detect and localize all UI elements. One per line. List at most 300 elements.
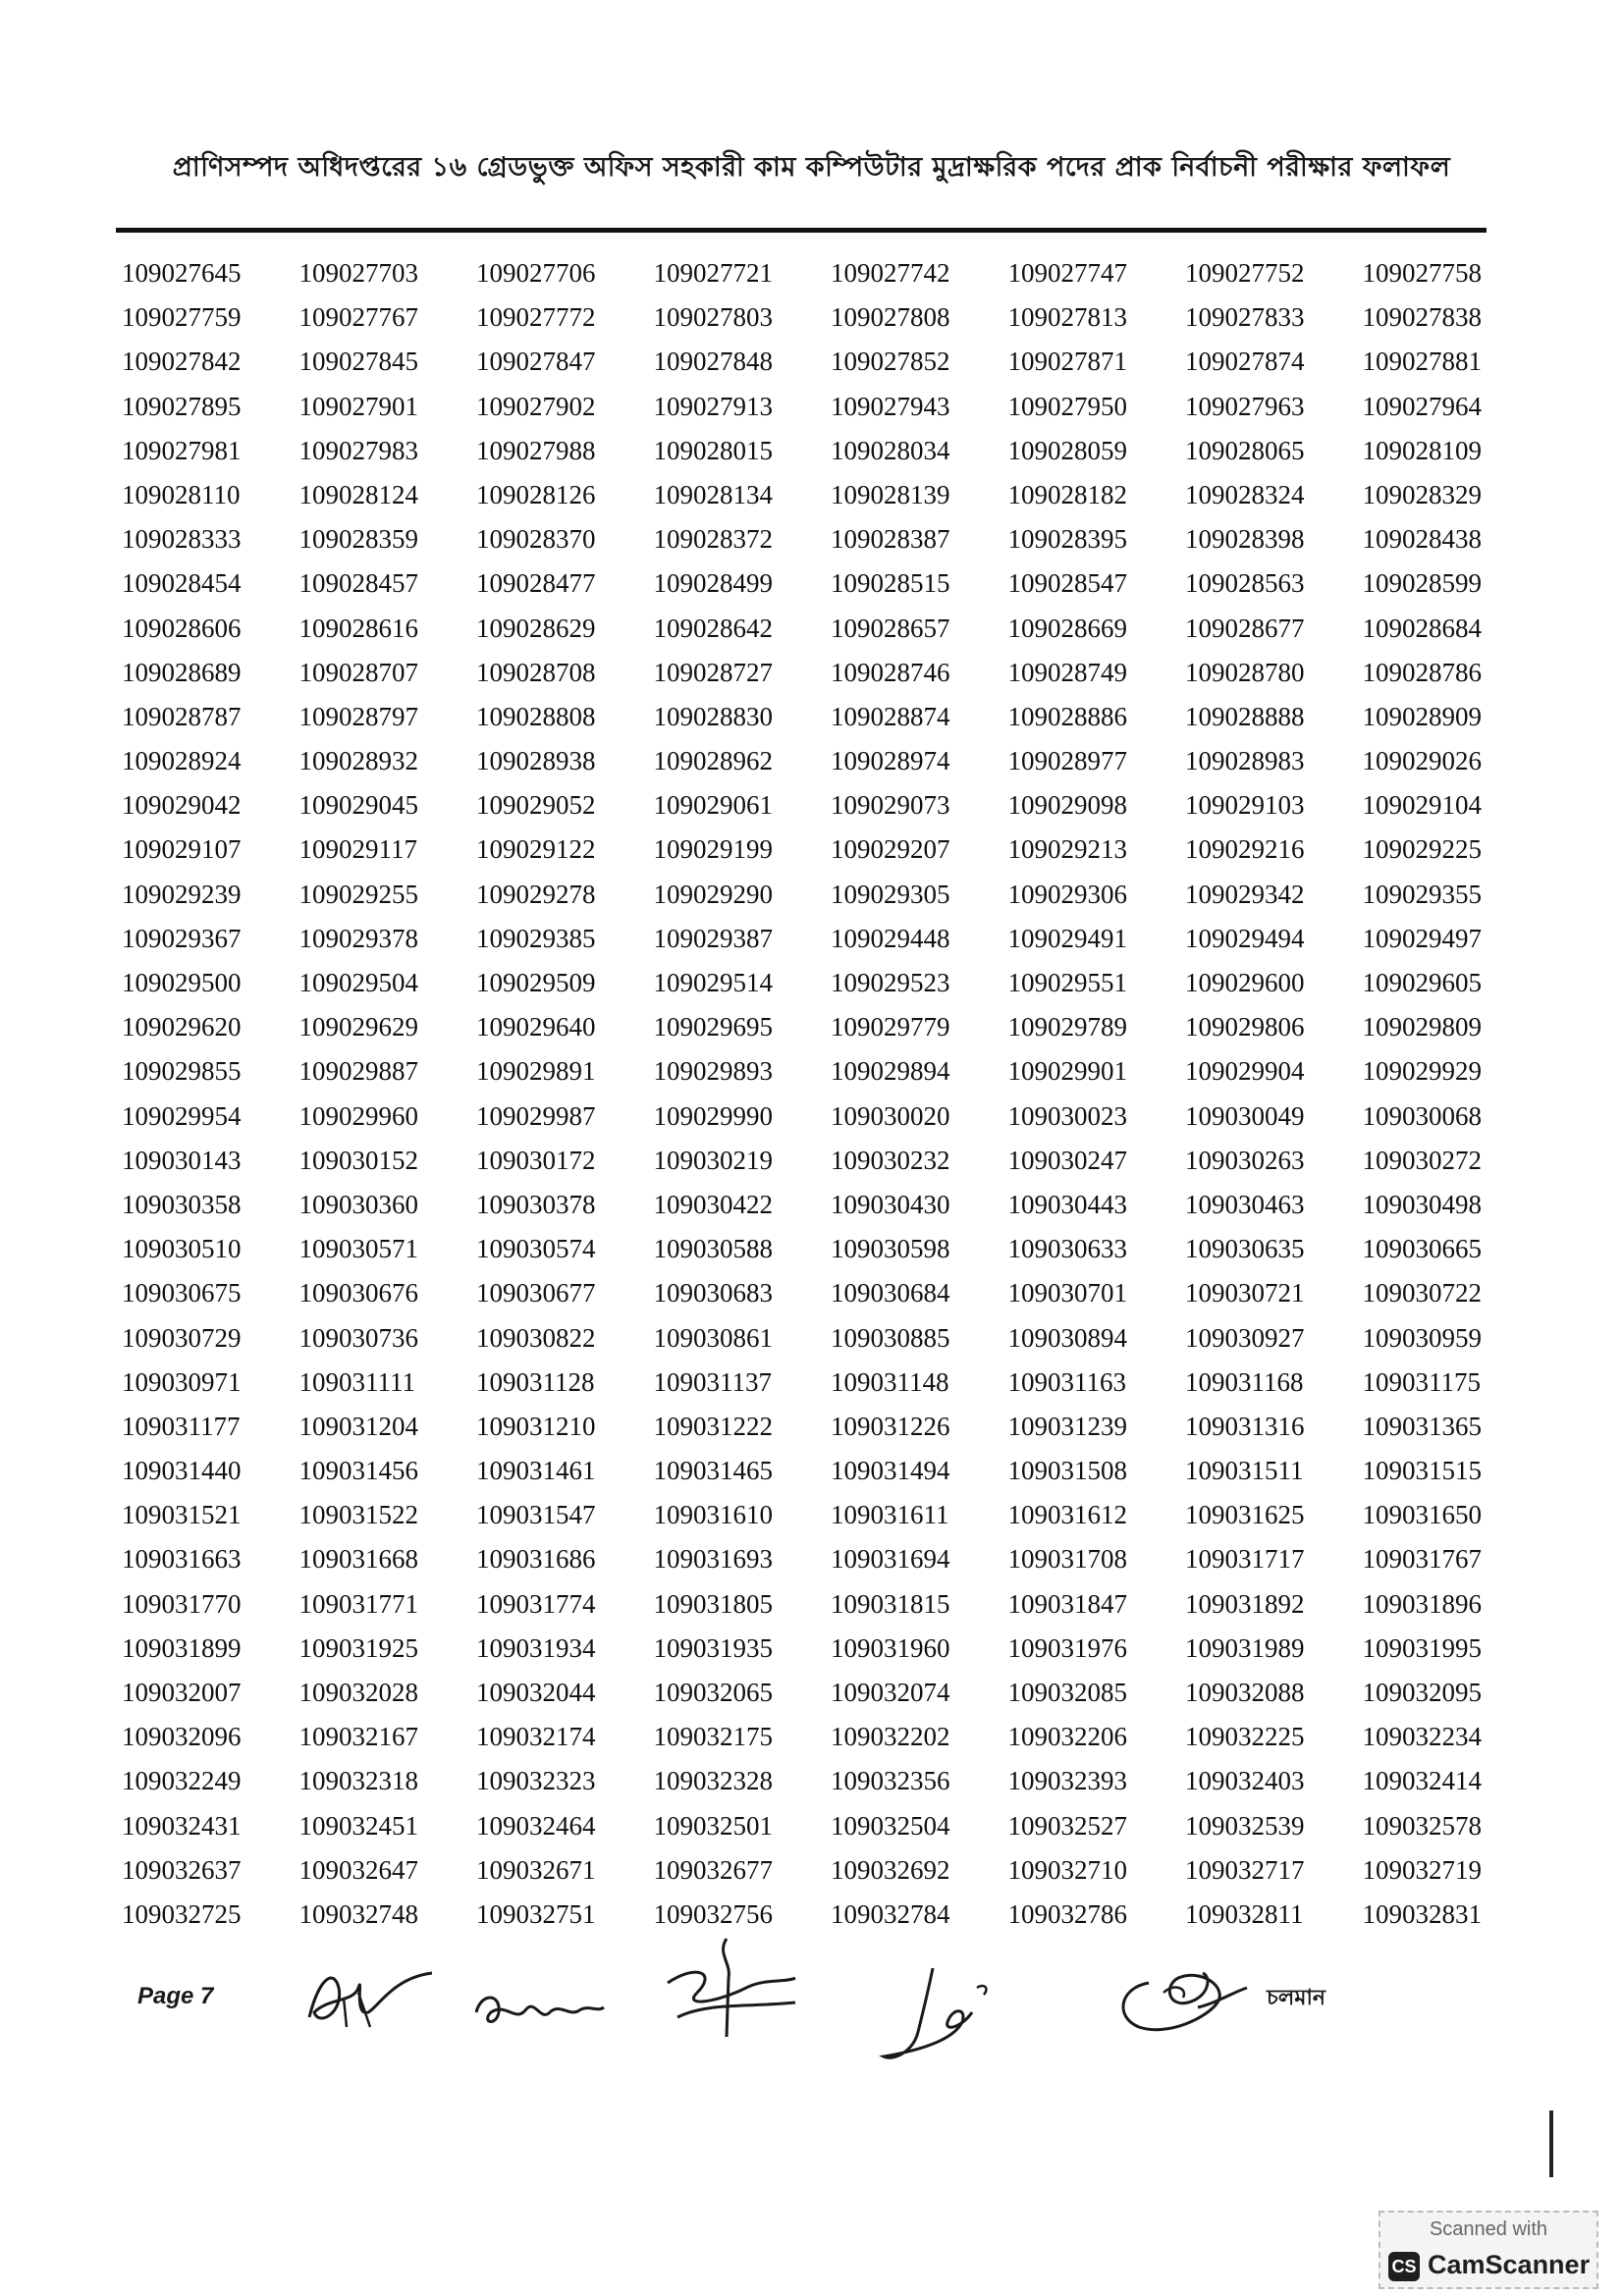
roll-number-cell: 109029073 xyxy=(831,790,950,821)
roll-number-cell: 109030729 xyxy=(122,1322,242,1353)
roll-number-cell: 109030574 xyxy=(476,1234,596,1264)
roll-number-cell: 109030020 xyxy=(831,1100,950,1131)
roll-number-cell: 109028974 xyxy=(831,746,950,776)
roll-number-cell: 109031204 xyxy=(298,1411,418,1441)
roll-number-cell: 109030430 xyxy=(831,1189,950,1219)
roll-number-cell: 109027902 xyxy=(476,391,596,421)
roll-number-cell: 109029367 xyxy=(122,923,242,953)
roll-number-cell: 109027703 xyxy=(298,258,418,288)
roll-number-cell: 109029605 xyxy=(1362,968,1482,997)
roll-number-cell: 109032751 xyxy=(476,1898,596,1929)
roll-number-cell: 109028677 xyxy=(1185,613,1305,643)
roll-number-cell: 109030683 xyxy=(653,1278,773,1308)
roll-number-cell: 109028477 xyxy=(476,568,596,599)
roll-number-cell: 109031767 xyxy=(1362,1544,1482,1575)
roll-number-cell: 109029103 xyxy=(1185,790,1305,821)
roll-number-cell: 109028395 xyxy=(1007,524,1127,555)
roll-number-cell: 109032167 xyxy=(298,1722,418,1752)
roll-number-cell: 109032065 xyxy=(653,1678,773,1707)
roll-number-cell: 109031222 xyxy=(653,1411,773,1441)
roll-number-cell: 109030510 xyxy=(122,1234,242,1264)
roll-number-cell: 109031465 xyxy=(653,1456,773,1486)
roll-number-cell: 109030894 xyxy=(1007,1322,1127,1353)
roll-number-cell: 109028830 xyxy=(653,701,773,731)
roll-number-cell: 109031511 xyxy=(1185,1456,1304,1486)
roll-number-cell: 109031995 xyxy=(1362,1632,1482,1663)
roll-number-cell: 109029042 xyxy=(122,790,242,821)
roll-number-cell: 109028707 xyxy=(298,657,418,687)
roll-number-cell: 109032318 xyxy=(298,1766,418,1796)
roll-number-cell: 109029990 xyxy=(653,1100,773,1131)
roll-number-cell: 109029216 xyxy=(1185,834,1305,865)
document-title: প্রাণিসম্পদ অধিদপ্তরের ১৬ গ্রেডভুক্ত অফিস সহকারী কাম কম্পিউটার মুদ্রাক্ষরিক পদের প্রাক নির্বাচনী পরীক্ষার ফলাফল xyxy=(172,152,1451,183)
roll-number-cell: 109031547 xyxy=(476,1500,596,1530)
roll-number-cell: 109032725 xyxy=(122,1898,242,1929)
roll-number-cell: 109030023 xyxy=(1007,1100,1127,1131)
roll-number-cell: 109030143 xyxy=(122,1145,242,1175)
roll-number-cell: 109029117 xyxy=(298,834,417,865)
roll-number-cell: 109027963 xyxy=(1185,391,1305,421)
roll-number-cell: 109028708 xyxy=(476,657,596,687)
signature-4 xyxy=(874,1953,1011,2071)
roll-number-cell: 109029893 xyxy=(653,1056,773,1087)
roll-number-cell: 109032225 xyxy=(1185,1722,1305,1752)
roll-number-cell: 109031686 xyxy=(476,1544,596,1575)
roll-number-cell: 109028182 xyxy=(1007,479,1127,509)
roll-number-cell: 109030677 xyxy=(476,1278,596,1308)
signature-3 xyxy=(658,1934,805,2042)
roll-number-cell: 109032095 xyxy=(1362,1678,1482,1707)
roll-number-cell: 109030665 xyxy=(1362,1234,1482,1264)
roll-number-cell: 109027808 xyxy=(831,302,950,333)
roll-number-cell: 109032637 xyxy=(122,1854,242,1885)
roll-number-cell: 109029104 xyxy=(1362,790,1482,821)
roll-number-cell: 109030571 xyxy=(298,1234,418,1264)
roll-number-cell: 109032414 xyxy=(1362,1766,1482,1796)
roll-number-cell: 109027833 xyxy=(1185,302,1305,333)
roll-number-cell: 109029026 xyxy=(1362,746,1482,776)
roll-number-cell: 109029387 xyxy=(653,923,773,953)
roll-number-cell: 109029600 xyxy=(1185,968,1305,997)
roll-number-cell: 109032234 xyxy=(1362,1722,1482,1752)
roll-number-cell: 109031175 xyxy=(1362,1366,1481,1397)
roll-number-cell: 109032174 xyxy=(476,1722,596,1752)
roll-number-cell: 109032403 xyxy=(1185,1766,1305,1796)
roll-number-cell: 109028657 xyxy=(831,613,950,643)
roll-number-cell: 109027964 xyxy=(1362,391,1482,421)
roll-number-cell: 109029500 xyxy=(122,968,242,997)
roll-number-cell: 109029061 xyxy=(653,790,773,821)
roll-number-cell: 109031461 xyxy=(476,1456,596,1486)
roll-number-cell: 109029239 xyxy=(122,879,242,909)
roll-number-cell: 109031625 xyxy=(1185,1500,1305,1530)
roll-number-cell: 109028110 xyxy=(122,479,241,509)
roll-number-cell: 109029514 xyxy=(653,968,773,997)
roll-number-cell: 109031815 xyxy=(831,1588,950,1619)
roll-number-cell: 109028629 xyxy=(476,613,596,643)
roll-number-cell: 109032088 xyxy=(1185,1678,1305,1707)
roll-number-cell: 109030247 xyxy=(1007,1145,1127,1175)
roll-number-cell: 109032323 xyxy=(476,1766,596,1796)
roll-number-cell: 109032647 xyxy=(298,1854,418,1885)
roll-number-cell: 109028669 xyxy=(1007,613,1127,643)
roll-number-cell: 109029355 xyxy=(1362,879,1482,909)
roll-number-cell: 109029901 xyxy=(1007,1056,1127,1087)
roll-number-cell: 109031663 xyxy=(122,1544,242,1575)
roll-number-cell: 109032074 xyxy=(831,1678,950,1707)
roll-number-cell: 109028924 xyxy=(122,746,242,776)
roll-number-cell: 109031612 xyxy=(1007,1500,1127,1530)
page-number: Page 7 xyxy=(137,1983,214,2009)
roll-number-cell: 109031365 xyxy=(1362,1411,1482,1441)
roll-number-cell: 109028977 xyxy=(1007,746,1127,776)
roll-number-cell: 109032356 xyxy=(831,1766,950,1796)
roll-number-cell: 109032811 xyxy=(1185,1898,1304,1929)
roll-number-cell: 109028746 xyxy=(831,657,950,687)
roll-number-cell: 109030885 xyxy=(831,1322,950,1353)
roll-number-cell: 109031896 xyxy=(1362,1588,1482,1619)
roll-number-cell: 109027874 xyxy=(1185,347,1305,377)
roll-number-cell: 109032527 xyxy=(1007,1810,1127,1841)
roll-number-cell: 109028333 xyxy=(122,524,242,555)
roll-number-cell: 109031521 xyxy=(122,1500,242,1530)
roll-number-cell: 109028797 xyxy=(298,701,418,731)
roll-number-cell: 109032719 xyxy=(1362,1854,1482,1885)
roll-number-cell: 109027752 xyxy=(1185,258,1305,288)
roll-number-cell: 109031774 xyxy=(476,1588,596,1619)
watermark-brand: CamScanner xyxy=(1428,2250,1591,2279)
roll-number-cell: 109031440 xyxy=(122,1456,242,1486)
roll-number-cell: 109028727 xyxy=(653,657,773,687)
roll-number-cell: 109032831 xyxy=(1362,1898,1482,1929)
roll-number-cell: 109031210 xyxy=(476,1411,596,1441)
roll-number-cell: 109031925 xyxy=(298,1632,418,1663)
roll-number-cell: 109028034 xyxy=(831,435,950,465)
roll-number-cell: 109029385 xyxy=(476,923,596,953)
roll-number-cell: 109028780 xyxy=(1185,657,1305,687)
roll-number-cell: 109031508 xyxy=(1007,1456,1127,1486)
roll-number-cell: 109028606 xyxy=(122,613,242,643)
roll-number-cell: 109029497 xyxy=(1362,923,1482,953)
roll-number-cell: 109032007 xyxy=(122,1678,242,1707)
roll-number-cell: 109027721 xyxy=(653,258,773,288)
roll-number-cell: 109032756 xyxy=(653,1898,773,1929)
roll-number-cell: 109031239 xyxy=(1007,1411,1127,1441)
roll-number-cell: 109029098 xyxy=(1007,790,1127,821)
roll-number-cell: 109032717 xyxy=(1185,1854,1305,1885)
roll-number-cell: 109029045 xyxy=(298,790,418,821)
roll-number-cell: 109029855 xyxy=(122,1056,242,1087)
roll-number-cell: 109032393 xyxy=(1007,1766,1127,1796)
roll-number-cell: 109027845 xyxy=(298,347,418,377)
scan-edge-mark xyxy=(1549,2110,1553,2177)
roll-number-cell: 109030676 xyxy=(298,1278,418,1308)
title-divider xyxy=(116,228,1487,233)
roll-number-cell: 109032028 xyxy=(298,1678,418,1707)
roll-number-cell: 109028642 xyxy=(653,613,773,643)
roll-number-cell: 109027847 xyxy=(476,347,596,377)
roll-number-cell: 109027848 xyxy=(653,347,773,377)
roll-number-cell: 109029199 xyxy=(653,834,773,865)
roll-number-cell: 109028962 xyxy=(653,746,773,776)
roll-number-cell: 109031693 xyxy=(653,1544,773,1575)
roll-number-cell: 109028015 xyxy=(653,435,773,465)
roll-number-cell: 109029207 xyxy=(831,834,950,865)
roll-number-cell: 109028515 xyxy=(831,568,950,599)
roll-number-cell: 109027983 xyxy=(298,435,418,465)
roll-number-cell: 109028329 xyxy=(1362,479,1482,509)
roll-number-cell: 109031989 xyxy=(1185,1632,1305,1663)
signature-1 xyxy=(299,1958,437,2037)
roll-number-cell: 109031960 xyxy=(831,1632,950,1663)
roll-number-cell: 109027901 xyxy=(298,391,418,421)
roll-number-cell: 109031611 xyxy=(831,1500,949,1530)
roll-number-cell: 109032085 xyxy=(1007,1678,1127,1707)
roll-number-cell: 109031137 xyxy=(653,1366,772,1397)
roll-number-cell: 109029122 xyxy=(476,834,596,865)
roll-number-cell: 109029887 xyxy=(298,1056,418,1087)
roll-number-cell: 109031694 xyxy=(831,1544,950,1575)
roll-number-cell: 109029929 xyxy=(1362,1056,1482,1087)
roll-number-cell: 109031515 xyxy=(1362,1456,1482,1486)
roll-number-cell: 109028499 xyxy=(653,568,773,599)
roll-number-cell: 109031650 xyxy=(1362,1500,1482,1530)
roll-number-cell: 109028134 xyxy=(653,479,773,509)
continued-label: চলমান xyxy=(1267,1986,1325,2010)
roll-number-cell: 109028359 xyxy=(298,524,418,555)
roll-number-cell: 109027759 xyxy=(122,302,242,333)
roll-number-cell: 109027943 xyxy=(831,391,950,421)
roll-number-cell: 109032784 xyxy=(831,1898,950,1929)
roll-number-cell: 109031708 xyxy=(1007,1544,1127,1575)
roll-number-cell: 109030736 xyxy=(298,1322,418,1353)
signature-5 xyxy=(1109,1949,1257,2047)
roll-number-cell: 109030675 xyxy=(122,1278,242,1308)
roll-number-cell: 109030049 xyxy=(1185,1100,1305,1131)
roll-number-cell: 109032501 xyxy=(653,1810,773,1841)
roll-number-cell: 109028324 xyxy=(1185,479,1305,509)
roll-number-cell: 109030422 xyxy=(653,1189,773,1219)
roll-number-cell: 109031935 xyxy=(653,1632,773,1663)
roll-number-cell: 109027747 xyxy=(1007,258,1127,288)
roll-number-cell: 109030684 xyxy=(831,1278,950,1308)
roll-number-cell: 109028932 xyxy=(298,746,418,776)
roll-number-cell: 109029491 xyxy=(1007,923,1127,953)
roll-number-cell: 109027758 xyxy=(1362,258,1482,288)
roll-number-cell: 109031770 xyxy=(122,1588,242,1619)
roll-number-cell: 109028457 xyxy=(298,568,418,599)
roll-number-cell: 109027645 xyxy=(122,258,242,288)
roll-number-cell: 109032671 xyxy=(476,1854,596,1885)
roll-number-cell: 109029342 xyxy=(1185,879,1305,909)
roll-number-cell: 109030272 xyxy=(1362,1145,1482,1175)
roll-number-cell: 109030263 xyxy=(1185,1145,1305,1175)
roll-number-cell: 109027950 xyxy=(1007,391,1127,421)
roll-number-cell: 109028749 xyxy=(1007,657,1127,687)
roll-number-cell: 109032451 xyxy=(298,1810,418,1841)
roll-number-cell: 109028370 xyxy=(476,524,596,555)
roll-number-cell: 109029448 xyxy=(831,923,950,953)
roll-number-cell: 109027767 xyxy=(298,302,418,333)
roll-number-cell: 109029551 xyxy=(1007,968,1127,997)
roll-number-cell: 109031717 xyxy=(1185,1544,1305,1575)
roll-number-cell: 109029894 xyxy=(831,1056,950,1087)
roll-number-cell: 109029290 xyxy=(653,879,773,909)
roll-number-cell: 109030861 xyxy=(653,1322,773,1353)
roll-number-cell: 109028983 xyxy=(1185,746,1305,776)
roll-number-cell: 109027988 xyxy=(476,435,596,465)
camscanner-watermark xyxy=(1379,2211,1598,2289)
roll-number-cell: 109031316 xyxy=(1185,1411,1305,1441)
roll-number-cell: 109031111 xyxy=(298,1366,415,1397)
roll-number-cell: 109029494 xyxy=(1185,923,1305,953)
roll-number-cell: 109029960 xyxy=(298,1100,418,1131)
roll-number-cell: 109028387 xyxy=(831,524,950,555)
roll-number-cell: 109030959 xyxy=(1362,1322,1482,1353)
roll-number-cell: 109028616 xyxy=(298,613,418,643)
roll-number-cell: 109029255 xyxy=(298,879,418,909)
roll-number-cell: 109029504 xyxy=(298,968,418,997)
roll-number-cell: 109028438 xyxy=(1362,524,1482,555)
roll-number-cell: 109032464 xyxy=(476,1810,596,1841)
roll-number-cell: 109029954 xyxy=(122,1100,242,1131)
roll-number-cell: 109029305 xyxy=(831,879,950,909)
roll-number-cell: 109030360 xyxy=(298,1189,418,1219)
roll-number-cell: 109029306 xyxy=(1007,879,1127,909)
roll-number-cell: 109028888 xyxy=(1185,701,1305,731)
roll-number-cell: 109029052 xyxy=(476,790,596,821)
roll-number-cell: 109032692 xyxy=(831,1854,950,1885)
roll-number-cell: 109028126 xyxy=(476,479,596,509)
roll-number-cell: 109032504 xyxy=(831,1810,950,1841)
roll-number-cell: 109030463 xyxy=(1185,1189,1305,1219)
roll-number-cell: 109029904 xyxy=(1185,1056,1305,1087)
watermark-caption: Scanned with xyxy=(1429,2218,1548,2240)
roll-number-cell: 109031177 xyxy=(122,1411,241,1441)
roll-number-cell: 109029213 xyxy=(1007,834,1127,865)
roll-number-cell: 109031456 xyxy=(298,1456,418,1486)
roll-number-cell: 109030443 xyxy=(1007,1189,1127,1219)
roll-number-cell: 109031494 xyxy=(831,1456,950,1486)
roll-number-cell: 109031168 xyxy=(1185,1366,1304,1397)
roll-number-cell: 109032044 xyxy=(476,1678,596,1707)
roll-number-cell: 109028109 xyxy=(1362,435,1482,465)
roll-number-cell: 109030358 xyxy=(122,1189,242,1219)
roll-number-cell: 109029378 xyxy=(298,923,418,953)
roll-number-cell: 109028563 xyxy=(1185,568,1305,599)
roll-number-cell: 109031128 xyxy=(476,1366,595,1397)
roll-number-cell: 109027803 xyxy=(653,302,773,333)
roll-number-cell: 109032748 xyxy=(298,1898,418,1929)
roll-number-cell: 109028874 xyxy=(831,701,950,731)
roll-number-cell: 109027895 xyxy=(122,391,242,421)
roll-number-cell: 109030635 xyxy=(1185,1234,1305,1264)
roll-number-cell: 109032578 xyxy=(1362,1810,1482,1841)
roll-number-cell: 109030219 xyxy=(653,1145,773,1175)
roll-number-cell: 109027706 xyxy=(476,258,596,288)
roll-number-cell: 109028065 xyxy=(1185,435,1305,465)
roll-number-cell: 109030498 xyxy=(1362,1189,1482,1219)
roll-number-cell: 109030598 xyxy=(831,1234,950,1264)
roll-number-cell: 109028454 xyxy=(122,568,242,599)
roll-number-cell: 109031805 xyxy=(653,1588,773,1619)
roll-number-cell: 109031226 xyxy=(831,1411,950,1441)
roll-number-cell: 109031148 xyxy=(831,1366,949,1397)
roll-number-cell: 109031771 xyxy=(298,1588,418,1619)
roll-number-cell: 109030152 xyxy=(298,1145,418,1175)
roll-number-cell: 109027842 xyxy=(122,347,242,377)
roll-number-cell: 109031163 xyxy=(1007,1366,1126,1397)
roll-number-cell: 109028938 xyxy=(476,746,596,776)
roll-number-cell: 109027881 xyxy=(1362,347,1482,377)
roll-number-cell: 109028372 xyxy=(653,524,773,555)
roll-number-cell: 109031934 xyxy=(476,1632,596,1663)
roll-number-cell: 109032539 xyxy=(1185,1810,1305,1841)
roll-number-cell: 109029629 xyxy=(298,1012,418,1042)
roll-number-cell: 109027838 xyxy=(1362,302,1482,333)
roll-number-cell: 109029779 xyxy=(831,1012,950,1042)
roll-number-cell: 109028786 xyxy=(1362,657,1482,687)
roll-number-cell: 109029806 xyxy=(1185,1012,1305,1042)
roll-number-cell: 109031892 xyxy=(1185,1588,1305,1619)
roll-number-cell: 109031610 xyxy=(653,1500,773,1530)
roll-number-cell: 109032202 xyxy=(831,1722,950,1752)
roll-number-cell: 109032175 xyxy=(653,1722,773,1752)
roll-number-cell: 109027913 xyxy=(653,391,773,421)
roll-number-cell: 109030378 xyxy=(476,1189,596,1219)
roll-number-cell: 109032096 xyxy=(122,1722,242,1752)
roll-number-cell: 109030633 xyxy=(1007,1234,1127,1264)
roll-number-cell: 109030722 xyxy=(1362,1278,1482,1308)
roll-number-grid xyxy=(122,251,1516,1937)
roll-number-cell: 109028059 xyxy=(1007,435,1127,465)
roll-number-cell: 109029225 xyxy=(1362,834,1482,865)
roll-number-cell: 109029523 xyxy=(831,968,950,997)
roll-number-cell: 109029509 xyxy=(476,968,596,997)
roll-number-cell: 109028689 xyxy=(122,657,242,687)
camscanner-logo-icon: CS xyxy=(1388,2252,1420,2281)
roll-number-cell: 109027981 xyxy=(122,435,242,465)
roll-number-cell: 109031668 xyxy=(298,1544,418,1575)
roll-number-cell: 109030701 xyxy=(1007,1278,1127,1308)
roll-number-cell: 109031899 xyxy=(122,1632,242,1663)
roll-number-cell: 109031847 xyxy=(1007,1588,1127,1619)
roll-number-cell: 109030588 xyxy=(653,1234,773,1264)
roll-number-cell: 109030172 xyxy=(476,1145,596,1175)
roll-number-cell: 109027813 xyxy=(1007,302,1127,333)
roll-number-cell: 109028684 xyxy=(1362,613,1482,643)
roll-number-cell: 109028398 xyxy=(1185,524,1305,555)
roll-number-cell: 109027742 xyxy=(831,258,950,288)
roll-number-cell: 109031976 xyxy=(1007,1632,1127,1663)
roll-number-cell: 109029640 xyxy=(476,1012,596,1042)
roll-number-cell: 109032206 xyxy=(1007,1722,1127,1752)
roll-number-cell: 109030068 xyxy=(1362,1100,1482,1131)
roll-number-cell: 109028599 xyxy=(1362,568,1482,599)
roll-number-cell: 109030721 xyxy=(1185,1278,1305,1308)
roll-number-cell: 109028886 xyxy=(1007,701,1127,731)
roll-number-cell: 109029891 xyxy=(476,1056,596,1087)
roll-number-cell: 109029987 xyxy=(476,1100,596,1131)
roll-number-cell: 109029789 xyxy=(1007,1012,1127,1042)
roll-number-cell: 109032249 xyxy=(122,1766,242,1796)
roll-number-cell: 109028808 xyxy=(476,701,596,731)
roll-number-cell: 109031522 xyxy=(298,1500,418,1530)
roll-number-cell: 109032677 xyxy=(653,1854,773,1885)
roll-number-cell: 109030927 xyxy=(1185,1322,1305,1353)
roll-number-cell: 109027852 xyxy=(831,347,950,377)
roll-number-cell: 109029809 xyxy=(1362,1012,1482,1042)
